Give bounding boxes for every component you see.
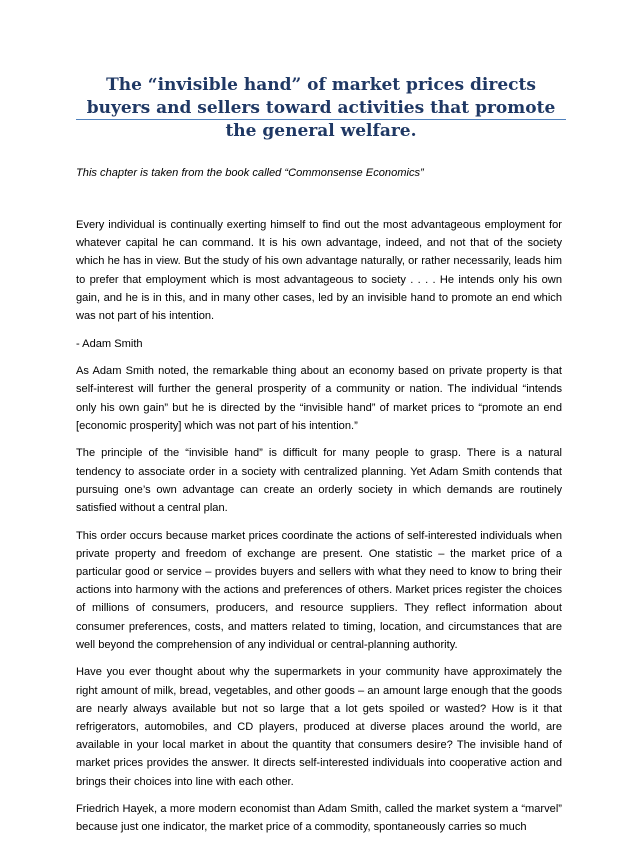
subtitle-text: This chapter is taken from the book called “Commonsense Economics”: [76, 167, 424, 179]
body-paragraph: As Adam Smith noted, the remarkable thing about an economy based on private property is that self-interest will further the general prosperity of a community or nation. The individual “intends only his own gain” but he is directed by the “invisible hand” of market prices to “promote an end [economic prosperity] which was not part of his intention.”: [76, 365, 562, 432]
body-paragraph: Have you ever thought about why the supermarkets in your community have approximately the right amount of milk, bread, vegetables, and other goods – an amount large enough that the goods are nearly always available but not so large that a lot gets spoiled or wasted? How is it that refrigerators, automobiles, and CD players, produced at diverse places around the world, are available in your local market in about the quantity that consumers desire? The invisible hand of market prices provides the answer. It directs self-interested individuals into cooperative action and brings their choices into line with each other.: [76, 666, 562, 788]
quote-paragraph: Every individual is continually exerting himself to find out the most advantageous employment for whatever capital he can command. It is his own advantage, indeed, and not that of the society which he has in view. But the study of his own advantage naturally, or rather necessarily, leads him to prefer that employment which is most advantageous to society . . . . He intends only his own gain, and he is in this, and in many other cases, led by an invisible hand to promote an end which was not part of his intention.: [76, 219, 562, 323]
body-paragraph: This order occurs because market prices coordinate the actions of self-interested individuals when private property and freedom of exchange are present. One statistic – the market price of a particular good or service – provides buyers and sellers with what they need to know to bring their actions into harmony with the actions and preferences of others. Market prices register the choices of millions of consumers, producers, and resource suppliers. They reflect information about consumer preferences, costs, and matters related to timing, location, and circumstances that are well beyond the comprehension of any individual or central-planning authority.: [76, 529, 562, 651]
body-paragraph: Friedrich Hayek, a more modern economist than Adam Smith, called the market system a “marvel” because just one indicator, the market price of a commodity, spontaneously carries so much: [76, 803, 562, 834]
body-paragraph: The principle of the “invisible hand” is difficult for many people to grasp. There is a natural tendency to associate order in a society with centralized planning. Yet Adam Smith contends that pursuing one’s own advantage can create an orderly society in which demands are routinely satisfied without a central plan.: [76, 447, 562, 515]
document-body: [76, 216, 562, 846]
title-underline: [76, 119, 566, 120]
document-subtitle: [76, 164, 562, 182]
document-title: The “invisible hand” of market prices directs buyers and sellers toward activities that promote the general welfare.: [86, 75, 556, 141]
quote-attribution: - Adam Smith: [76, 337, 143, 350]
